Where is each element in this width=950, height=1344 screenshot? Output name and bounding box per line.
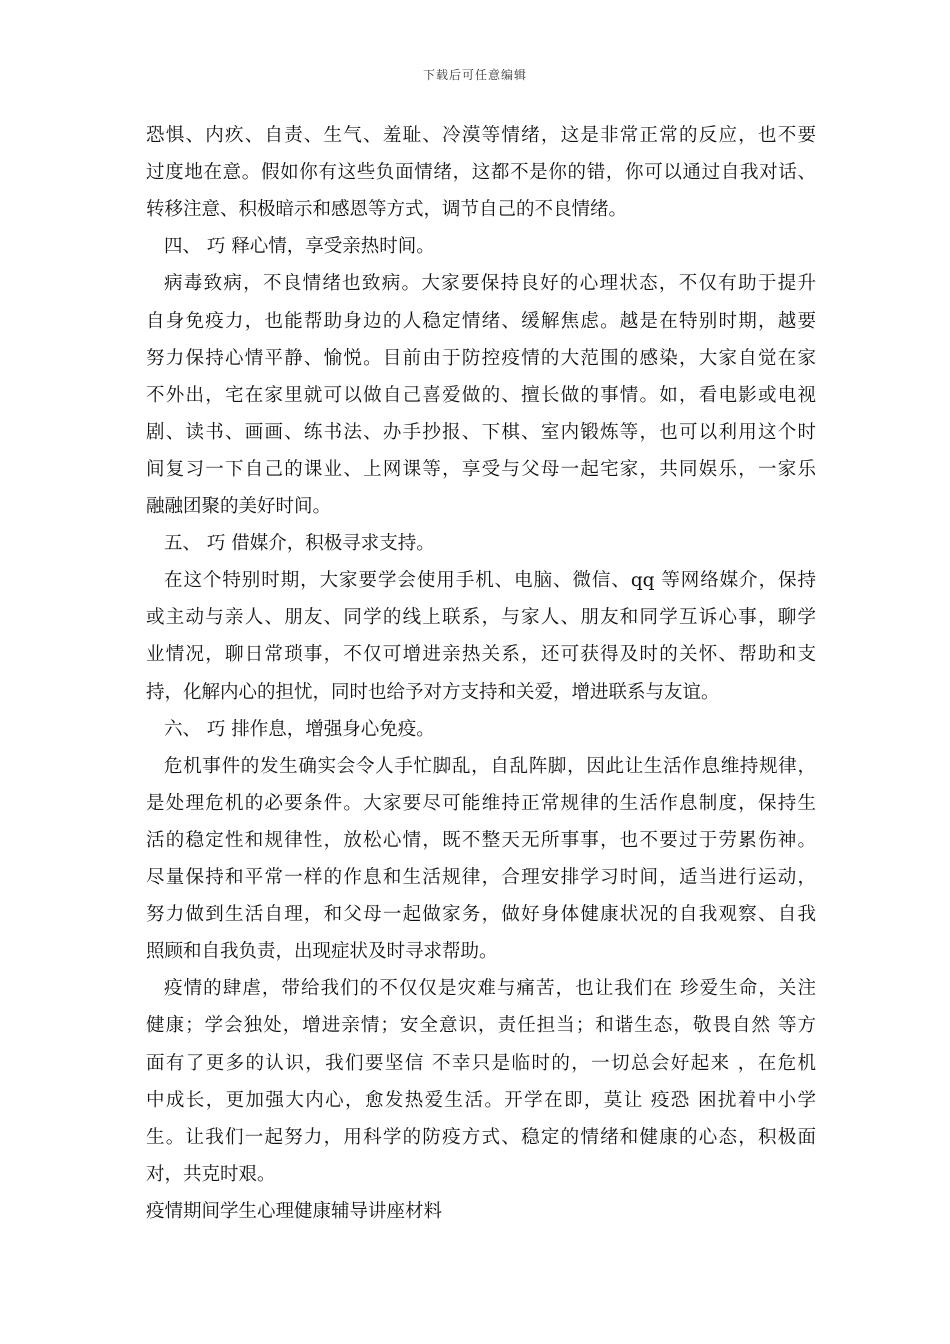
text-line: 持，化解内心的担忧，同时也给予对方支持和关爱，增进联系与友谊。 [146, 681, 720, 703]
text-line: 自身免疫力，也能帮助身边的人稳定情绪、缓解焦虑。越是在特别时期，越要 [146, 310, 816, 332]
document-title: 疫情期间学生心理健康辅导讲座材料 [146, 1200, 443, 1222]
text-line: 业情况，聊日常琐事，不仅可增进亲热关系，还可获得及时的关怀、帮助和支 [146, 644, 816, 666]
text-line: 是处理危机的必要条件。大家要尽可能维持正常规律的生活作息制度，保持生 [146, 792, 816, 814]
text-line: 中成长，更加强大内心，愈发热爱生活。开学在即，莫让 疫恐 困扰着中小学 [146, 1089, 816, 1111]
text-line: 努力做到生活自理，和父母一起做家务，做好身体健康状况的自我观察、自我 [146, 904, 816, 926]
text-line: 照顾和自我负责，出现症状及时寻求帮助。 [146, 941, 498, 963]
text-line: 不外出，宅在家里就可以做自己喜爱做的、擅长做的事情。如，看电影或电视 [146, 384, 816, 406]
text-line: 活的稳定性和规律性，放松心情，既不整天无所事事，也不要过于劳累伤神。 [146, 829, 816, 851]
text-line: 转移注意、积极暗示和感恩等方式，调节自己的不良情绪。 [146, 199, 628, 221]
text-line: 剧、读书、画画、练书法、办手抄报、下棋、室内锻炼等，也可以利用这个时 [146, 421, 816, 443]
section-heading: 五、 巧 借媒介，积极寻求支持。 [164, 533, 435, 555]
section-heading: 四、 巧 释心情，享受亲热时间。 [164, 236, 435, 258]
text-line: 健康；学会独处，增进亲情；安全意识，责任担当；和谐生态，敬畏自然 等方 [146, 1015, 816, 1037]
text-line: 恐惧、内疚、自责、生气、羞耻、冷漠等情绪，这是非常正常的反应，也不要 [146, 125, 816, 146]
text-line: 尽量保持和平常一样的作息和生活规律，合理安排学习时间，适当进行运动， [146, 867, 816, 888]
section-heading: 六、 巧 排作息，增强身心免疫。 [164, 718, 435, 740]
text-line: 面有了更多的认识，我们要坚信 不幸只是临时的，一切总会好起来 ，在危机 [146, 1052, 816, 1074]
text-line: 危机事件的发生确实会令人手忙脚乱，自乱阵脚，因此让生活作息维持规律， [164, 755, 816, 777]
text-line: 生。让我们一起努力，用科学的防疫方式、稳定的情绪和健康的心态，积极面 [146, 1126, 816, 1148]
text-line: 疫情的肆虐，带给我们的不仅仅是灾难与痛苦，也让我们在 珍爱生命，关注 [164, 978, 816, 1000]
text-line: 努力保持心情平静、愉悦。目前由于防控疫情的大范围的感染，大家自觉在家 [146, 347, 816, 369]
text-line: 或主动与亲人、朋友、同学的线上联系，与家人、朋友和同学互诉心事，聊学 [146, 607, 816, 629]
text-line: 过度地在意。假如你有这些负面情绪，这都不是你的错，你可以通过自我对话、 [146, 162, 816, 184]
text-line: 融融团聚的美好时间。 [146, 496, 332, 517]
page-header: 下载后可任意编辑 [422, 68, 527, 82]
text-line: 间复习一下自己的课业、上网课等，享受与父母一起宅家，共同娱乐，一家乐 [146, 458, 816, 480]
text-line: 在这个特别时期，大家要学会使用手机、电脑、微信、qq 等网络媒介，保持 [164, 570, 816, 592]
text-line: 病毒致病，不良情绪也致病。大家要保持良好的心理状态，不仅有助于提升 [164, 273, 816, 295]
text-line: 对，共克时艰。 [146, 1163, 276, 1185]
